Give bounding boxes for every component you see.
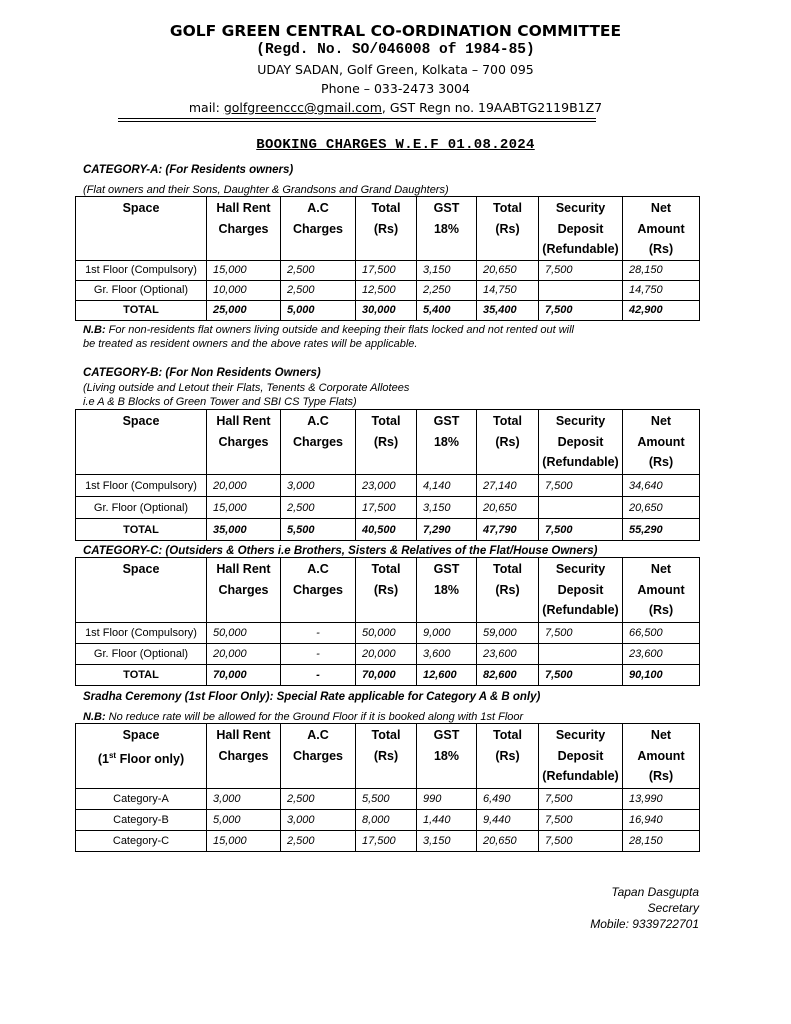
- category-b-subtitle-2: i.e A & B Blocks of Green Tower and SBI CS Type Flats): [83, 396, 357, 408]
- header-row: [76, 410, 700, 475]
- cell-total-with-gst: 59,000: [477, 623, 539, 644]
- column-header-space: [76, 197, 207, 261]
- sradha-nb-label: N.B:: [83, 711, 106, 723]
- cell-net-amount: 16,940: [623, 810, 700, 831]
- cell-total: 20,000: [356, 644, 417, 665]
- cell-space: Gr. Floor (Optional): [76, 644, 207, 665]
- total-cell-total: 40,500: [356, 519, 417, 541]
- column-header-line: Net: [650, 562, 672, 576]
- column-header-line: Net: [650, 201, 672, 215]
- sradha-table: [75, 723, 700, 852]
- cell-ac-charges: 3,000: [281, 475, 356, 497]
- category-b-subtitle-1: (Living outside and Letout their Flats, Tenents & Corporate Allotees: [83, 382, 410, 394]
- cell-space: Category-B: [76, 810, 207, 831]
- column-header-line: Total: [493, 728, 522, 742]
- cell-net-amount: 28,150: [623, 260, 700, 280]
- cell-ac-charges: 2,500: [281, 789, 356, 810]
- cell-gst: 990: [417, 789, 477, 810]
- column-header-total: [356, 410, 417, 475]
- column-header-total-with-gst: [477, 558, 539, 623]
- nb-label: N.B:: [83, 324, 106, 336]
- column-header-line: (Rs): [648, 242, 674, 256]
- column-header-line: GST: [433, 562, 460, 576]
- cell-security-deposit: [539, 644, 623, 665]
- total-cell-ac-charges: 5,500: [281, 519, 356, 541]
- category-b-heading: CATEGORY-B: (For Non Residents Owners): [83, 367, 321, 379]
- org-name: GOLF GREEN CENTRAL CO-ORDINATION COMMITTEE: [169, 22, 622, 40]
- column-header-line: Deposit: [557, 434, 604, 449]
- column-header-ac-charges: [281, 724, 356, 789]
- column-header-total: [356, 558, 417, 623]
- column-header-total: [356, 724, 417, 789]
- sradha-note: [83, 710, 523, 724]
- column-header-line: Hall Rent: [216, 562, 271, 576]
- column-header-line: Charges: [218, 582, 269, 597]
- cell-total-with-gst: 14,750: [477, 280, 539, 300]
- cell-space: Category-C: [76, 831, 207, 852]
- cell-net-amount: 14,750: [623, 280, 700, 300]
- column-header-net-amount: [623, 410, 700, 475]
- column-header-hall-rent: [207, 197, 281, 261]
- column-header-line: A.C: [307, 201, 329, 215]
- table-row: [76, 644, 700, 665]
- column-header-line: GST: [433, 414, 460, 428]
- gst-number: , GST Regn no. 19AABTG2119B1Z7: [381, 100, 603, 115]
- column-header-net-amount: [623, 724, 700, 789]
- cell-security-deposit: 7,500: [539, 260, 623, 280]
- total-cell-total-with-gst: 82,600: [477, 665, 539, 686]
- cell-gst: 3,600: [417, 644, 477, 665]
- column-header-line: (Rs): [495, 582, 520, 597]
- cell-security-deposit: 7,500: [539, 623, 623, 644]
- cell-gst: 3,150: [417, 497, 477, 519]
- category-c-heading: CATEGORY-C: (Outsiders & Others i.e Brothers, Sisters & Relatives of the Flat/House Owners): [83, 545, 598, 557]
- column-header-line: Amount: [637, 748, 685, 763]
- category-a-heading: [83, 163, 293, 177]
- total-cell-security-deposit: 7,500: [539, 300, 623, 320]
- cell-gst: 3,150: [417, 260, 477, 280]
- total-row: [76, 300, 700, 320]
- cell-security-deposit: 7,500: [539, 475, 623, 497]
- nb-category-a: [83, 323, 574, 351]
- column-header-line: Hall Rent: [216, 728, 271, 742]
- cell-ac-charges: 3,000: [281, 810, 356, 831]
- total-cell-gst: 12,600: [417, 665, 477, 686]
- cell-hall-rent: 3,000: [207, 789, 281, 810]
- column-header-net-amount: [623, 197, 700, 261]
- column-header-line: Total: [493, 562, 522, 576]
- column-header-gst: [417, 558, 477, 623]
- column-header-line: Space: [122, 562, 160, 576]
- signatory-name: Tapan Dasgupta: [611, 885, 699, 899]
- cell-space: Category-A: [76, 789, 207, 810]
- column-header-line: Charges: [218, 434, 269, 449]
- header-rule-bottom: [118, 121, 596, 122]
- cell-space: Gr. Floor (Optional): [76, 497, 207, 519]
- column-header-line: (Rs): [495, 748, 520, 763]
- category-a-table: [75, 196, 700, 321]
- table-row: [76, 260, 700, 280]
- column-header-line: Deposit: [557, 748, 604, 763]
- column-header-line: Charges: [292, 434, 344, 449]
- column-header-space: [76, 558, 207, 623]
- phone: Phone – 033-2473 3004: [321, 81, 470, 96]
- column-header-line: Amount: [637, 221, 685, 236]
- cell-gst: 9,000: [417, 623, 477, 644]
- table-row: [76, 831, 700, 852]
- column-header-security-deposit: [539, 724, 623, 789]
- column-header-hall-rent: [207, 410, 281, 475]
- cell-total: 23,000: [356, 475, 417, 497]
- column-header-line: (Rs): [648, 603, 674, 617]
- column-header-line: Amount: [637, 434, 685, 449]
- signature-block: [590, 884, 699, 932]
- total-cell-gst: 5,400: [417, 300, 477, 320]
- column-header-line: A.C: [307, 562, 329, 576]
- cell-total: 17,500: [356, 260, 417, 280]
- cell-hall-rent: 15,000: [207, 497, 281, 519]
- total-cell-total-with-gst: 35,400: [477, 300, 539, 320]
- column-header-hall-rent: [207, 558, 281, 623]
- column-header-line: Deposit: [557, 221, 604, 236]
- header-text: Floor only): [116, 751, 185, 766]
- total-cell-gst: 7,290: [417, 519, 477, 541]
- letterhead: [0, 22, 791, 117]
- header-rule-top: [118, 118, 596, 119]
- nb-line-1: For non-residents flat owners living outside and keeping their flats locked and not rented out will: [105, 324, 574, 336]
- total-row: [76, 665, 700, 686]
- total-row: [76, 519, 700, 541]
- column-header-line: (Rs): [495, 434, 520, 449]
- document-title-text: BOOKING CHARGES W.E.F 01.08.2024: [256, 137, 535, 153]
- column-header-line: Total: [371, 201, 401, 215]
- table-row: [76, 475, 700, 497]
- cell-ac-charges: -: [281, 623, 356, 644]
- column-header-line: (Rs): [373, 748, 399, 763]
- column-header-security-deposit: [539, 558, 623, 623]
- cell-hall-rent: 20,000: [207, 644, 281, 665]
- total-cell-hall-rent: 35,000: [207, 519, 281, 541]
- header-row: [76, 724, 700, 789]
- cell-space: 1st Floor (Compulsory): [76, 260, 207, 280]
- cell-total: 12,500: [356, 280, 417, 300]
- cell-total-with-gst: 23,600: [477, 644, 539, 665]
- total-cell-net-amount: 42,900: [623, 300, 700, 320]
- cell-security-deposit: 7,500: [539, 831, 623, 852]
- column-header-line: Charges: [292, 221, 344, 236]
- column-header-line: Total: [371, 414, 401, 428]
- column-header-line: Total: [493, 201, 522, 215]
- signatory-designation: Secretary: [647, 901, 699, 915]
- category-b-table: [75, 409, 700, 541]
- column-header-line: GST: [433, 728, 460, 742]
- header-superscript: st: [108, 750, 117, 760]
- cell-ac-charges: 2,500: [281, 497, 356, 519]
- cell-total-with-gst: 20,650: [477, 831, 539, 852]
- column-header-ac-charges: [281, 558, 356, 623]
- cell-gst: 4,140: [417, 475, 477, 497]
- registration-number: (Regd. No. SO/046008 of 1984-85): [256, 42, 535, 58]
- total-cell-space: TOTAL: [76, 300, 207, 320]
- cell-hall-rent: 10,000: [207, 280, 281, 300]
- column-header-line: (Rs): [495, 221, 520, 236]
- cell-total: 17,500: [356, 497, 417, 519]
- column-header-line: (Rs): [373, 434, 399, 449]
- cell-gst: 3,150: [417, 831, 477, 852]
- column-header-line: Amount: [637, 582, 685, 597]
- column-header-line: (Rs): [373, 221, 399, 236]
- column-header-line: 18%: [433, 748, 460, 763]
- cell-ac-charges: -: [281, 644, 356, 665]
- column-header-line: Security: [555, 414, 606, 428]
- column-header-gst: [417, 724, 477, 789]
- column-header-line: Deposit: [557, 582, 604, 597]
- column-header-line: 18%: [433, 434, 460, 449]
- table-row: [76, 789, 700, 810]
- cell-hall-rent: 15,000: [207, 260, 281, 280]
- column-header-line: (Refundable): [542, 769, 619, 783]
- table-row: [76, 497, 700, 519]
- total-cell-security-deposit: 7,500: [539, 519, 623, 541]
- cell-hall-rent: 20,000: [207, 475, 281, 497]
- cell-space: Gr. Floor (Optional): [76, 280, 207, 300]
- total-cell-space: TOTAL: [76, 519, 207, 541]
- mail-label: mail:: [188, 100, 224, 115]
- total-cell-security-deposit: 7,500: [539, 665, 623, 686]
- column-header-line: Space: [122, 201, 160, 215]
- column-header-net-amount: [623, 558, 700, 623]
- column-header-line: (Refundable): [542, 603, 619, 617]
- column-header-line: Charges: [292, 748, 344, 763]
- cell-total: 17,500: [356, 831, 417, 852]
- column-header-ac-charges: [281, 410, 356, 475]
- cell-net-amount: 23,600: [623, 644, 700, 665]
- category-a-desc: (For Residents owners): [162, 164, 294, 176]
- cell-total: 8,000: [356, 810, 417, 831]
- column-header-gst: [417, 410, 477, 475]
- column-header-security-deposit: [539, 197, 623, 261]
- column-header-line: (Rs): [373, 582, 399, 597]
- cell-total-with-gst: 27,140: [477, 475, 539, 497]
- cell-net-amount: 20,650: [623, 497, 700, 519]
- total-cell-space: TOTAL: [76, 665, 207, 686]
- total-cell-net-amount: 90,100: [623, 665, 700, 686]
- column-header-line: Charges: [292, 582, 344, 597]
- column-header-line: (Rs): [648, 769, 674, 783]
- column-header-line: 18%: [433, 221, 460, 236]
- cell-security-deposit: [539, 280, 623, 300]
- header-text: (1: [97, 751, 109, 766]
- column-header-line: Total: [371, 562, 401, 576]
- cell-total-with-gst: 20,650: [477, 497, 539, 519]
- column-header-security-deposit: [539, 410, 623, 475]
- total-cell-ac-charges: -: [281, 665, 356, 686]
- total-cell-total: 30,000: [356, 300, 417, 320]
- cell-total-with-gst: 20,650: [477, 260, 539, 280]
- category-a-subtitle: (Flat owners and their Sons, Daughter & Grandsons and Grand Daughters): [83, 184, 449, 196]
- cell-net-amount: 66,500: [623, 623, 700, 644]
- cell-ac-charges: 2,500: [281, 831, 356, 852]
- column-header-line: Charges: [218, 221, 269, 236]
- column-header-gst: [417, 197, 477, 261]
- column-header-line: Hall Rent: [216, 414, 271, 428]
- column-header-space: [76, 724, 207, 789]
- column-header-line: Security: [555, 562, 606, 576]
- total-cell-hall-rent: 25,000: [207, 300, 281, 320]
- category-c-table: [75, 557, 700, 686]
- cell-gst: 2,250: [417, 280, 477, 300]
- cell-total-with-gst: 6,490: [477, 789, 539, 810]
- column-header-line: (Refundable): [542, 455, 619, 469]
- cell-space: 1st Floor (Compulsory): [76, 623, 207, 644]
- column-header-total-with-gst: [477, 410, 539, 475]
- total-cell-total-with-gst: 47,790: [477, 519, 539, 541]
- column-header-line: A.C: [307, 728, 329, 742]
- column-header-line: [76, 746, 206, 770]
- cell-hall-rent: 5,000: [207, 810, 281, 831]
- cell-net-amount: 13,990: [623, 789, 700, 810]
- column-header-line: Total: [493, 414, 522, 428]
- cell-ac-charges: 2,500: [281, 280, 356, 300]
- cell-space: 1st Floor (Compulsory): [76, 475, 207, 497]
- column-header-line: (Refundable): [542, 242, 619, 256]
- cell-security-deposit: 7,500: [539, 789, 623, 810]
- address: UDAY SADAN, Golf Green, Kolkata – 700 095: [257, 62, 534, 77]
- cell-security-deposit: [539, 497, 623, 519]
- column-header-line: Total: [371, 728, 401, 742]
- cell-total-with-gst: 9,440: [477, 810, 539, 831]
- total-cell-total: 70,000: [356, 665, 417, 686]
- column-header-hall-rent: [207, 724, 281, 789]
- document-title: [0, 137, 791, 153]
- table-row: [76, 280, 700, 300]
- column-header-line: Security: [555, 728, 606, 742]
- nb-line-2: be treated as resident owners and the above rates will be applicable.: [83, 338, 418, 350]
- column-header-line: (Rs): [648, 455, 674, 469]
- cell-net-amount: 28,150: [623, 831, 700, 852]
- cell-security-deposit: 7,500: [539, 810, 623, 831]
- email-link[interactable]: golfgreenccc@gmail.com: [223, 100, 382, 115]
- cell-net-amount: 34,640: [623, 475, 700, 497]
- cell-total: 5,500: [356, 789, 417, 810]
- column-header-ac-charges: [281, 197, 356, 261]
- cell-hall-rent: 50,000: [207, 623, 281, 644]
- cell-hall-rent: 15,000: [207, 831, 281, 852]
- column-header-line: GST: [433, 201, 460, 215]
- table-row: [76, 810, 700, 831]
- column-header-line: Net: [650, 728, 672, 742]
- column-header-total: [356, 197, 417, 261]
- table-row: [76, 623, 700, 644]
- header-row: [76, 197, 700, 261]
- column-header-line: Security: [555, 201, 606, 215]
- column-header-line: 18%: [433, 582, 460, 597]
- total-cell-hall-rent: 70,000: [207, 665, 281, 686]
- column-header-line: Charges: [218, 748, 269, 763]
- contact-line: [0, 98, 791, 117]
- column-header-line: A.C: [307, 414, 329, 428]
- total-cell-net-amount: 55,290: [623, 519, 700, 541]
- column-header-total-with-gst: [477, 197, 539, 261]
- cell-ac-charges: 2,500: [281, 260, 356, 280]
- header-row: [76, 558, 700, 623]
- column-header-total-with-gst: [477, 724, 539, 789]
- category-a-label: CATEGORY-A:: [83, 164, 163, 176]
- sradha-nb-text: No reduce rate will be allowed for the Ground Floor if it is booked along with 1st Floor: [105, 711, 524, 723]
- signatory-mobile: Mobile: 9339722701: [590, 917, 699, 931]
- column-header-line: Space: [122, 728, 160, 742]
- column-header-space: [76, 410, 207, 475]
- sradha-heading: Sradha Ceremony (1st Floor Only): Special Rate applicable for Category A & B only): [83, 691, 541, 703]
- column-header-line: Net: [650, 414, 672, 428]
- column-header-line: Space: [122, 414, 160, 428]
- column-header-line: Hall Rent: [216, 201, 271, 215]
- total-cell-ac-charges: 5,000: [281, 300, 356, 320]
- cell-gst: 1,440: [417, 810, 477, 831]
- cell-total: 50,000: [356, 623, 417, 644]
